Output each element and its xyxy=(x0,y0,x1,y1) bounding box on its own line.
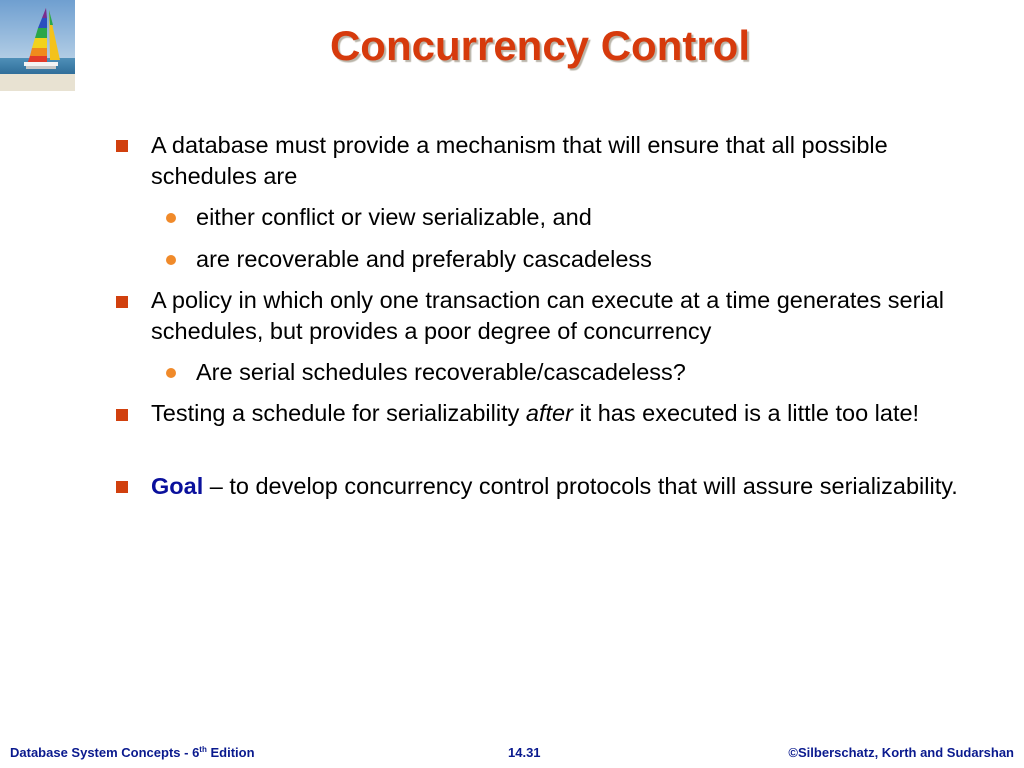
footer-copyright: ©Silberschatz, Korth and Sudarshan xyxy=(788,745,1014,760)
footer-book-title xyxy=(10,745,255,760)
footer-title-tail: Edition xyxy=(206,745,255,760)
footer-slide-number: 14.31 xyxy=(508,745,541,760)
dot-bullet-icon xyxy=(166,213,176,223)
square-bullet-icon xyxy=(116,140,128,152)
sub-bullet-item: either conflict or view serializable, and xyxy=(196,204,592,230)
dot-bullet-icon xyxy=(166,368,176,378)
bullet-item: A policy in which only one transaction can execute at a time generates serial schedules, but provides a poor degree of concurrency xyxy=(151,287,944,344)
sub-bullet-item: are recoverable and preferably cascadeless xyxy=(196,246,652,272)
sub-bullet-item: Are serial schedules recoverable/cascadeless? xyxy=(196,359,686,385)
square-bullet-icon xyxy=(116,481,128,493)
goal-label: Goal xyxy=(151,473,204,499)
bullet-item: A database must provide a mechanism that will ensure that all possible schedules are xyxy=(151,132,888,189)
emphasis-text: after xyxy=(525,400,573,426)
bullet-text-part: – to develop concurrency control protocols that will assure serializability. xyxy=(203,473,958,499)
square-bullet-icon xyxy=(116,296,128,308)
bullet-item xyxy=(151,398,971,429)
footer-title-sup: th xyxy=(199,745,207,754)
dot-bullet-icon xyxy=(166,255,176,265)
square-bullet-icon xyxy=(116,409,128,421)
page-title: Concurrency Control xyxy=(329,22,751,69)
footer-title-text: Database System Concepts - 6 xyxy=(10,745,200,760)
bullet-text-part: it has executed is a little too late! xyxy=(572,400,920,426)
bullet-text-part: Testing a schedule for serializability xyxy=(151,400,526,426)
bullet-item xyxy=(151,471,971,502)
